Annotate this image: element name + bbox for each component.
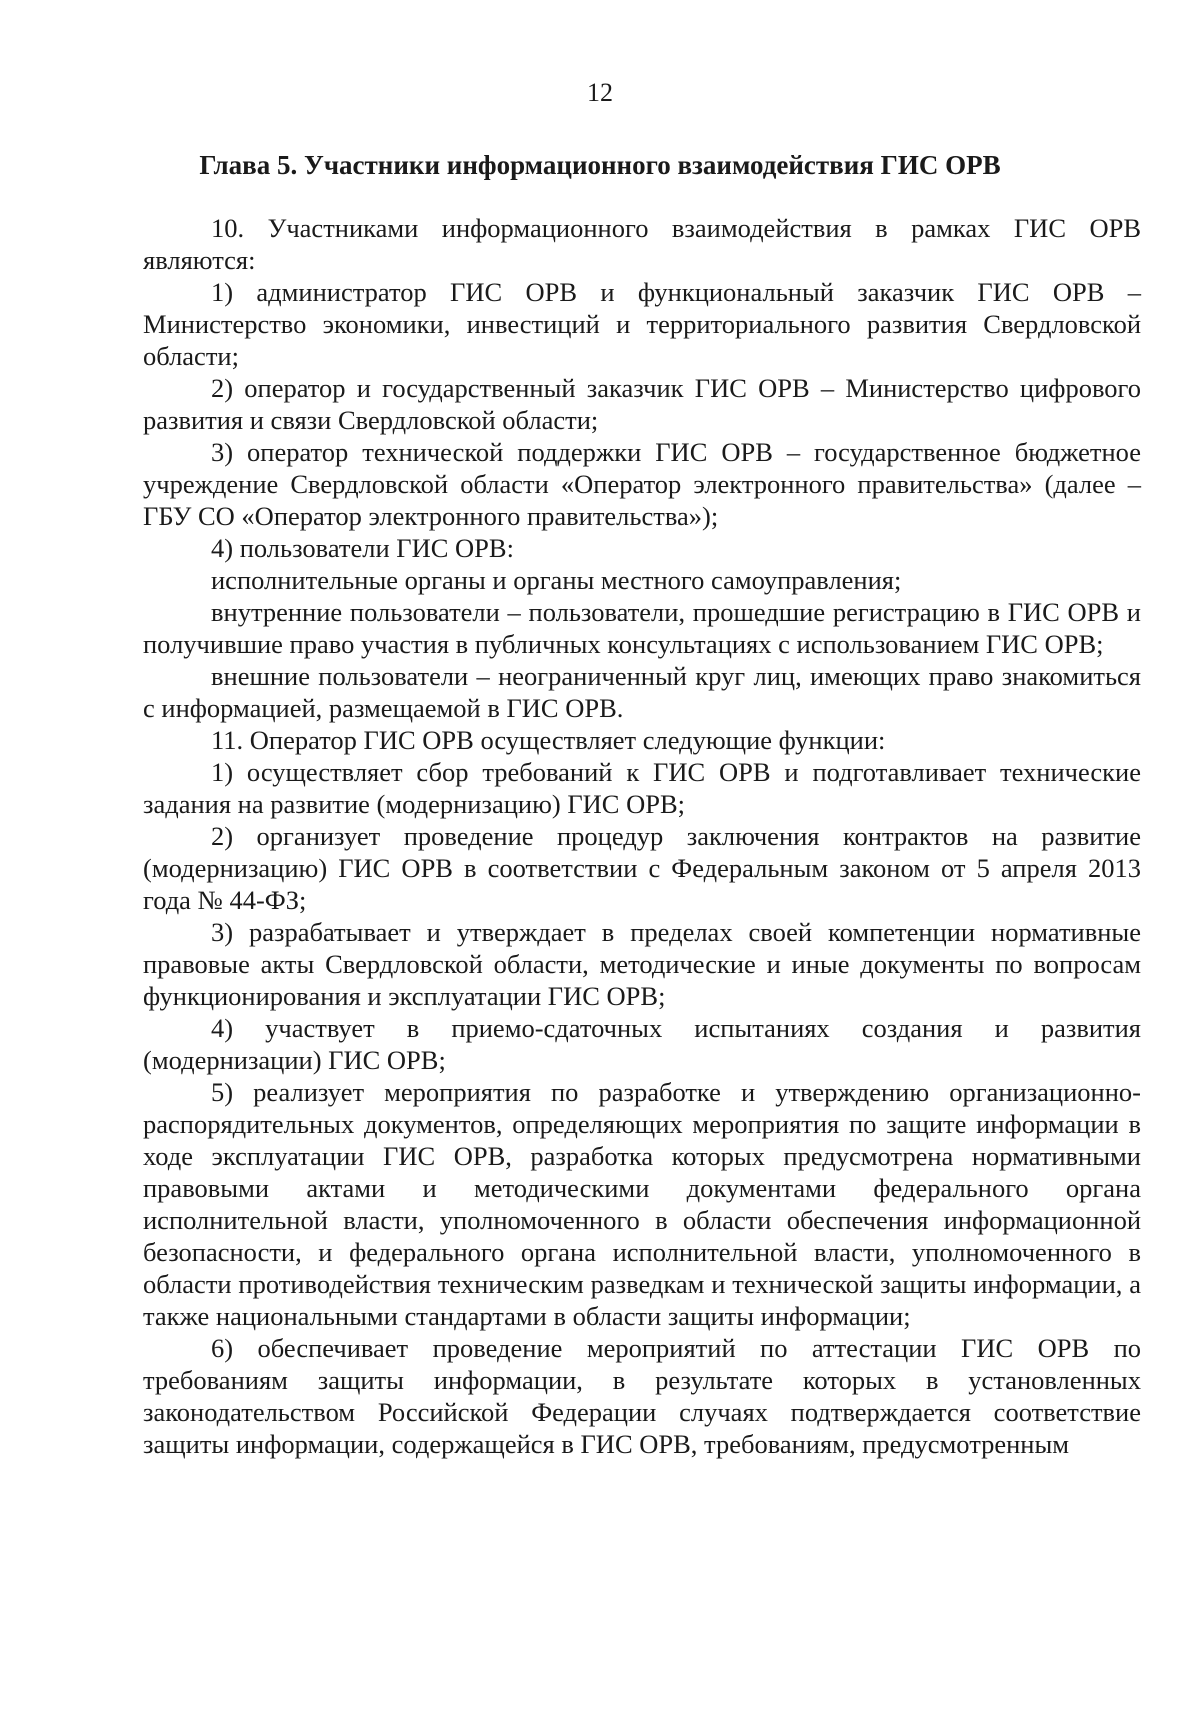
document-body <box>143 212 1141 1460</box>
function-5: 5) реализует мероприятия по разработке и утверждению организационно-распорядительных документов, определяющих мероприятия по защите информации в ходе эксплуатации ГИС ОРВ, разработка которых предусмотрена нормативными правовыми актами и методическими документами федерального органа исполнительной власти, уполномоченного в области обеспечения информационной безопасности, и федерального органа исполнительной власти, уполномоченного в области противодействия техническим разведкам и технической защиты информации, а также национальными стандартами в области защиты информации; <box>143 1077 1141 1331</box>
paragraph-10: 10. Участниками информационного взаимодействия в рамках ГИС ОРВ являются: <box>143 213 1141 275</box>
page-number: 12 <box>587 78 613 107</box>
list-item-administrator: 1) администратор ГИС ОРВ и функциональный заказчик ГИС ОРВ – Министерство экономики, инвестиций и территориального развития Свердловской области; <box>143 277 1141 371</box>
function-1: 1) осуществляет сбор требований к ГИС ОРВ и подготавливает технические задания на развитие (модернизацию) ГИС ОРВ; <box>143 757 1141 819</box>
users-external: внешние пользователи – неограниченный круг лиц, имеющих право знакомиться с информацией, размещаемой в ГИС ОРВ. <box>143 661 1141 723</box>
chapter-title: Глава 5. Участники информационного взаимодействия ГИС ОРВ <box>199 150 1001 180</box>
list-item-users: 4) пользователи ГИС ОРВ: <box>211 533 514 563</box>
users-internal: внутренние пользователи – пользователи, прошедшие регистрацию в ГИС ОРВ и получившие право участия в публичных консультациях с использованием ГИС ОРВ; <box>143 597 1141 659</box>
users-executive-bodies: исполнительные органы и органы местного самоуправления; <box>211 565 902 595</box>
function-4: 4) участвует в приемо-сдаточных испытаниях создания и развития (модернизации) ГИС ОРВ; <box>143 1013 1141 1075</box>
list-item-operator: 2) оператор и государственный заказчик ГИС ОРВ – Министерство цифрового развития и связи Свердловской области; <box>143 373 1141 435</box>
function-6: 6) обеспечивает проведение мероприятий по аттестации ГИС ОРВ по требованиям защиты информации, в результате которых в установленных законодательством Российской Федерации случаях подтверждается соответствие защиты информации, содержащейся в ГИС ОРВ, требованиям, предусмотренным <box>143 1333 1141 1459</box>
paragraph-11: 11. Оператор ГИС ОРВ осуществляет следующие функции: <box>211 725 886 755</box>
list-item-technical-support: 3) оператор технической поддержки ГИС ОРВ – государственное бюджетное учреждение Свердловской области «Оператор электронного правительства» (далее – ГБУ СО «Оператор электронного правительства»); <box>143 437 1141 531</box>
function-3: 3) разрабатывает и утверждает в пределах своей компетенции нормативные правовые акты Свердловской области, методические и иные документы по вопросам функционирования и эксплуатации ГИС ОРВ; <box>143 917 1141 1011</box>
function-2: 2) организует проведение процедур заключения контрактов на развитие (модернизацию) ГИС ОРВ в соответствии с Федеральным законом от 5 апреля 2013 года № 44-ФЗ; <box>143 821 1141 915</box>
